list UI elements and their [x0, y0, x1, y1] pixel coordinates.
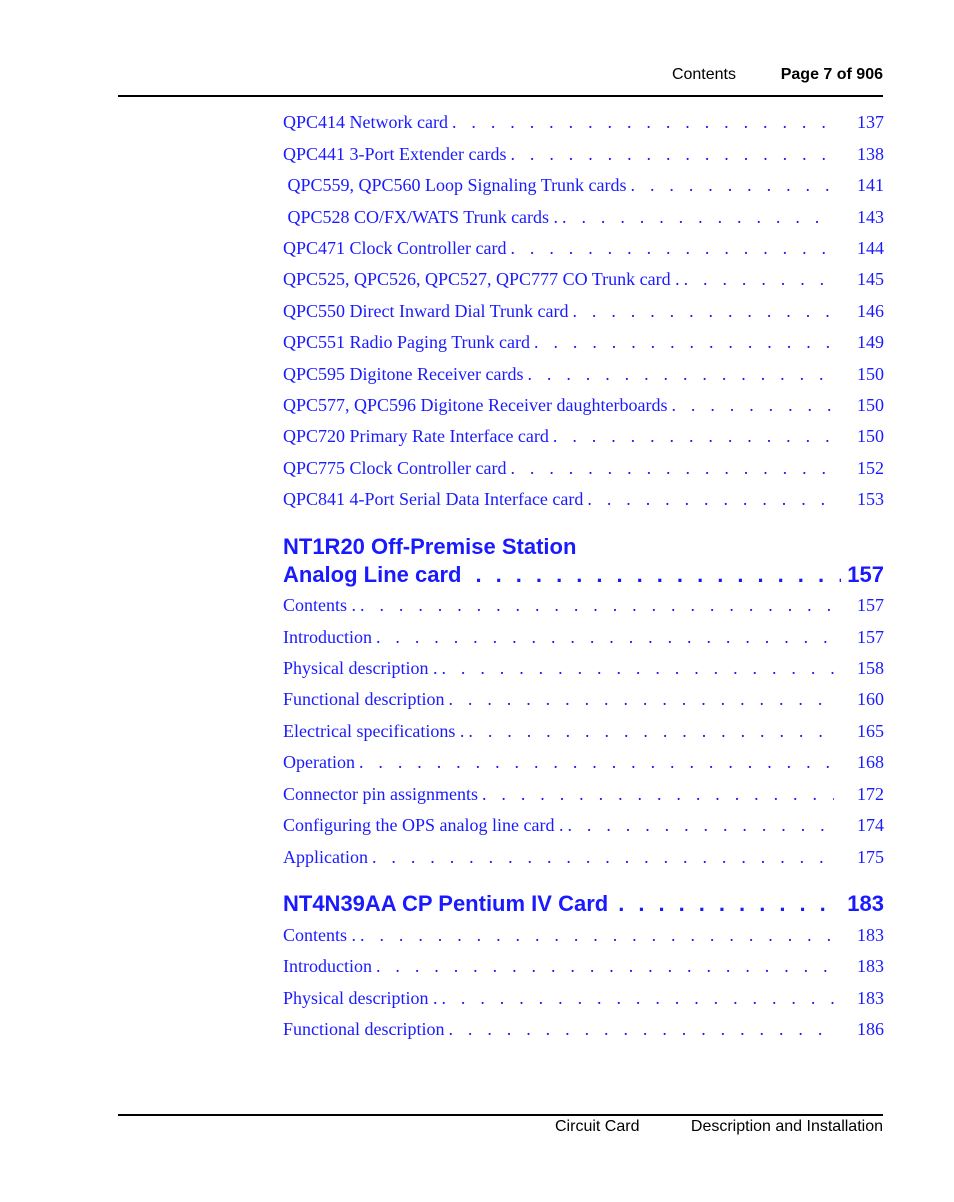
- toc-entry-contents[interactable]: [283, 925, 884, 949]
- toc-leader-dots: [553, 426, 834, 447]
- toc-entry-page: 172: [857, 784, 884, 804]
- toc-leader-dots: [631, 175, 834, 196]
- toc-leader-dots: [671, 395, 834, 416]
- running-header-section: Contents: [671, 66, 736, 83]
- toc-leader-dots: [448, 1019, 834, 1040]
- toc-entry-page: 145: [857, 269, 884, 289]
- toc-entry-qpc550[interactable]: [283, 301, 884, 325]
- toc-leader-dots: [360, 595, 834, 616]
- toc-leader-dots: [376, 627, 834, 648]
- toc-entry-title: Introduction: [283, 627, 372, 647]
- toc-leader-dots: [376, 956, 834, 977]
- running-footer-right: Description and Installation: [690, 1118, 883, 1135]
- toc-entry-qpc414[interactable]: [283, 112, 884, 136]
- toc-entry-page: 165: [857, 721, 884, 741]
- toc-entry-title: QPC595 Digitone Receiver cards: [283, 364, 524, 384]
- toc-leader-dots: [510, 144, 834, 165]
- toc-entry-title: Operation: [283, 752, 355, 772]
- toc-leader-dots: [562, 207, 834, 228]
- toc-entry-title: Physical description .: [283, 658, 438, 678]
- toc-entry-physical-description[interactable]: [283, 658, 884, 682]
- toc-leader-dots: [372, 847, 834, 868]
- toc-entry-functional-description[interactable]: [283, 689, 884, 713]
- toc-entry-qpc525[interactable]: [283, 269, 884, 293]
- toc-leader-dots: [441, 988, 834, 1009]
- toc-entry-page: 150: [857, 364, 884, 384]
- toc-entry-configuring-ops[interactable]: [283, 815, 884, 839]
- toc-entry-page: 146: [857, 301, 884, 321]
- toc-entry-operation[interactable]: [283, 752, 884, 776]
- toc-entry-qpc720[interactable]: [283, 426, 884, 450]
- toc-entry-page: 157: [857, 627, 884, 647]
- toc-entry-title: Contents .: [283, 925, 357, 945]
- toc-entry-title: Configuring the OPS analog line card .: [283, 815, 564, 835]
- chapter-title-line2: Analog Line card: [283, 562, 462, 587]
- toc-entry-title: QPC471 Clock Controller card: [283, 238, 507, 258]
- toc-entry-title: Physical description .: [283, 988, 438, 1008]
- toc-leader-dots: [452, 112, 834, 133]
- chapter-leader-dots: [475, 562, 841, 588]
- toc-entry-title: QPC775 Clock Controller card: [283, 458, 507, 478]
- toc-leader-dots: [567, 815, 834, 836]
- toc-entry-title: QPC577, QPC596 Digitone Receiver daughterboards: [283, 395, 668, 415]
- toc-leader-dots: [482, 784, 834, 805]
- toc-entry-page: 168: [857, 752, 884, 772]
- toc-leader-dots: [572, 301, 834, 322]
- toc-entry-title: Introduction: [283, 956, 372, 976]
- toc-entry-introduction[interactable]: [283, 627, 884, 651]
- toc-entry-page: 143: [857, 207, 884, 227]
- toc-entry-page: 158: [857, 658, 884, 678]
- toc-leader-dots: [510, 238, 834, 259]
- toc-entry-title: QPC559, QPC560 Loop Signaling Trunk cards: [283, 175, 627, 195]
- toc-leader-dots: [360, 925, 834, 946]
- toc-entry-page: 137: [857, 112, 884, 132]
- toc-entry-title: QPC414 Network card: [283, 112, 448, 132]
- toc-entry-page: 183: [857, 988, 884, 1008]
- header-rule: [118, 95, 883, 97]
- toc-entry-page: 144: [857, 238, 884, 258]
- toc-entry-connector-pin-assignments[interactable]: [283, 784, 884, 808]
- toc-entry-page: 153: [857, 489, 884, 509]
- toc-entry-page: 141: [857, 175, 884, 195]
- toc-entry-page: 183: [857, 925, 884, 945]
- toc-entry-title: Application: [283, 847, 368, 867]
- toc-entry-contents[interactable]: [283, 595, 884, 619]
- toc-entry-title: Functional description: [283, 689, 445, 709]
- toc-entry-qpc441[interactable]: [283, 144, 884, 168]
- toc-entry-page: 150: [857, 395, 884, 415]
- chapter-title: NT4N39AA CP Pentium IV Card: [283, 891, 609, 916]
- toc-entry-page: 138: [857, 144, 884, 164]
- toc-entry-qpc841[interactable]: [283, 489, 884, 513]
- toc-leader-dots: [534, 332, 834, 353]
- toc-entry-title: QPC841 4-Port Serial Data Interface card: [283, 489, 584, 509]
- toc-entry-functional-description[interactable]: [283, 1019, 884, 1043]
- chapter-page: 183: [847, 891, 884, 916]
- toc-entry-page: 174: [857, 815, 884, 835]
- toc-entry-introduction[interactable]: [283, 956, 884, 980]
- toc-entry-qpc559[interactable]: [283, 175, 884, 199]
- footer-rule: [118, 1114, 883, 1116]
- toc-leader-dots: [527, 364, 834, 385]
- toc-entry-page: 150: [857, 426, 884, 446]
- toc-entry-title: Contents .: [283, 595, 357, 615]
- toc-entry-title: Functional description: [283, 1019, 445, 1039]
- toc-entry-qpc528[interactable]: [283, 207, 884, 231]
- toc-entry-qpc595[interactable]: [283, 364, 884, 388]
- toc-entry-title: Electrical specifications .: [283, 721, 465, 741]
- chapter-page: 157: [847, 562, 884, 587]
- chapter-leader-dots: [618, 891, 841, 917]
- chapter-heading-nt4n39aa[interactable]: [283, 891, 884, 921]
- toc-entry-title: QPC551 Radio Paging Trunk card: [283, 332, 531, 352]
- toc-entry-qpc775[interactable]: [283, 458, 884, 482]
- toc-entry-application[interactable]: [283, 847, 884, 871]
- toc-leader-dots: [448, 689, 834, 710]
- toc-entry-page: 152: [857, 458, 884, 478]
- toc-entry-page: 157: [857, 595, 884, 615]
- toc-entry-page: 160: [857, 689, 884, 709]
- toc-leader-dots: [441, 658, 834, 679]
- toc-leader-dots: [587, 489, 834, 510]
- toc-entry-physical-description[interactable]: [283, 988, 884, 1012]
- toc-entry-page: 149: [857, 332, 884, 352]
- toc-leader-dots: [468, 721, 834, 742]
- toc-entry-qpc577[interactable]: [283, 395, 884, 419]
- toc-entry-page: 186: [857, 1019, 884, 1039]
- toc-entry-title: Connector pin assignments: [283, 784, 478, 804]
- running-footer-left: Circuit Card: [555, 1118, 640, 1135]
- toc-entry-page: 183: [857, 956, 884, 976]
- toc-entry-qpc551[interactable]: [283, 332, 884, 356]
- toc-entry-qpc471[interactable]: [283, 238, 884, 262]
- toc-entry-page: 175: [857, 847, 884, 867]
- toc-entry-title: QPC550 Direct Inward Dial Trunk card: [283, 301, 569, 321]
- chapter-heading-nt1r20[interactable]: [283, 534, 884, 594]
- toc-entry-title: QPC525, QPC526, QPC527, QPC777 CO Trunk card .: [283, 269, 680, 289]
- toc-leader-dots: [510, 458, 834, 479]
- running-header-page: Page 7 of 906: [780, 66, 883, 83]
- chapter-title-line1: NT1R20 Off-Premise Station: [283, 534, 577, 559]
- toc-leader-dots: [684, 269, 834, 290]
- toc-entry-title: QPC441 3-Port Extender cards: [283, 144, 507, 164]
- toc-leader-dots: [359, 752, 834, 773]
- toc-entry-title: QPC528 CO/FX/WATS Trunk cards .: [283, 207, 559, 227]
- toc-entry-title: QPC720 Primary Rate Interface card: [283, 426, 549, 446]
- toc-entry-electrical-specifications[interactable]: [283, 721, 884, 745]
